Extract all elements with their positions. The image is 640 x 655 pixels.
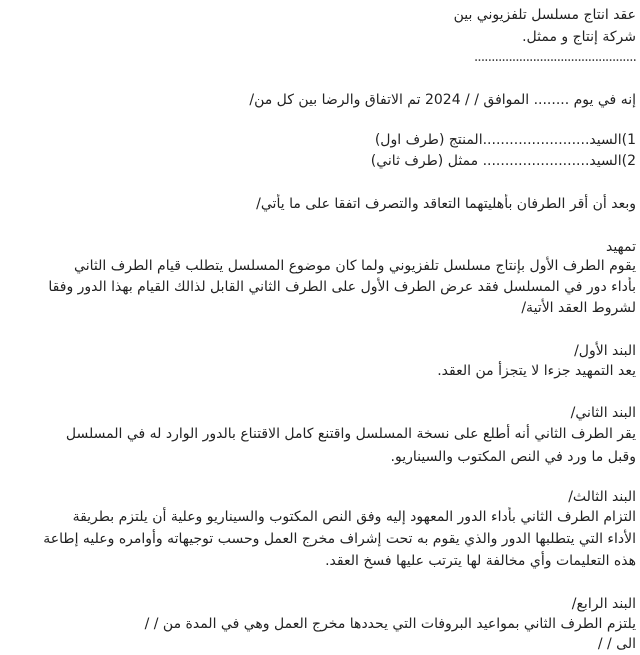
clause-two-text-line: يقر الطرف الثاني أنه أطلع على نسخة المسلسل واقتنع كامل الاقتناع بالدور الوارد له في المسلسل [65, 426, 636, 442]
clause-four-text-line: الى / / [597, 636, 636, 652]
clause-four-text-line: يلتزم الطرف الثاني بمواعيد البروفات التي يحددها مخرج العمل وهي في المدة من / / [144, 616, 636, 632]
clause-three-text-line: هذه التعليمات وأي مخالفة لها يترتب عليها فسخ العقد. [325, 553, 636, 569]
clause-two-text-line: وقبل ما ورد في النص المكتوب والسيناريو. [390, 449, 636, 465]
title-dotted-line: ............................................... [473, 49, 636, 65]
contract-title-line1: عقد انتاج مسلسل تلفزيوني بين [453, 7, 636, 23]
clause-three-text-line: التزام الطرف الثاني بأداء الدور المعهود إليه وفق النص المكتوب والسيناريو وعلية أن يلتزم بطريقة [72, 509, 636, 525]
clause-one-heading: البند الأول/ [574, 343, 636, 359]
clause-one-text-line: يعد التمهيد جزءا لا يتجزأ من العقد. [437, 363, 636, 379]
intro-heading: تمهيد [605, 239, 636, 255]
intro-text-line: بأداء دور في المسلسل فقد عرض الطرف الأول على الطرف الثاني القابل لذالك القيام بهذا الدور وفقا [48, 279, 636, 295]
clause-two-heading: البند الثاني/ [570, 405, 636, 421]
clause-three-text-line: الأداء التي يتطلبها الدور والذي يقوم به تحت إشراف مخرج العمل وحسب توجيهاته وأوامره وعليه إطاعة [43, 531, 636, 547]
intro-text-line: يقوم الطرف الأول بإنتاج مسلسل تلفزيوني ولما كان موضوع المسلسل يتطلب قيام الطرف الثاني [74, 258, 636, 274]
clause-four-heading: البند الرابع/ [571, 596, 636, 612]
clause-three-heading: البند الثالث/ [568, 489, 636, 505]
party-one-line: 1)السيد........................المنتج (طرف اول) [374, 132, 636, 148]
intro-text-line: لشروط العقد الأتية/ [521, 300, 636, 316]
preamble-line: وبعد أن أقر الطرفان بأهليتهما التعاقد والتصرف اتفقا على ما يأتي/ [256, 196, 636, 212]
contract-date-line: إنه في يوم ........ الموافق / / 2024 تم الاتفاق والرضا بين كل من/ [249, 92, 636, 108]
contract-title-line2: شركة إنتاج و ممثل. [522, 29, 636, 45]
party-two-line: 2)السيد........................ ممثل (طرف ثاني) [370, 153, 636, 169]
